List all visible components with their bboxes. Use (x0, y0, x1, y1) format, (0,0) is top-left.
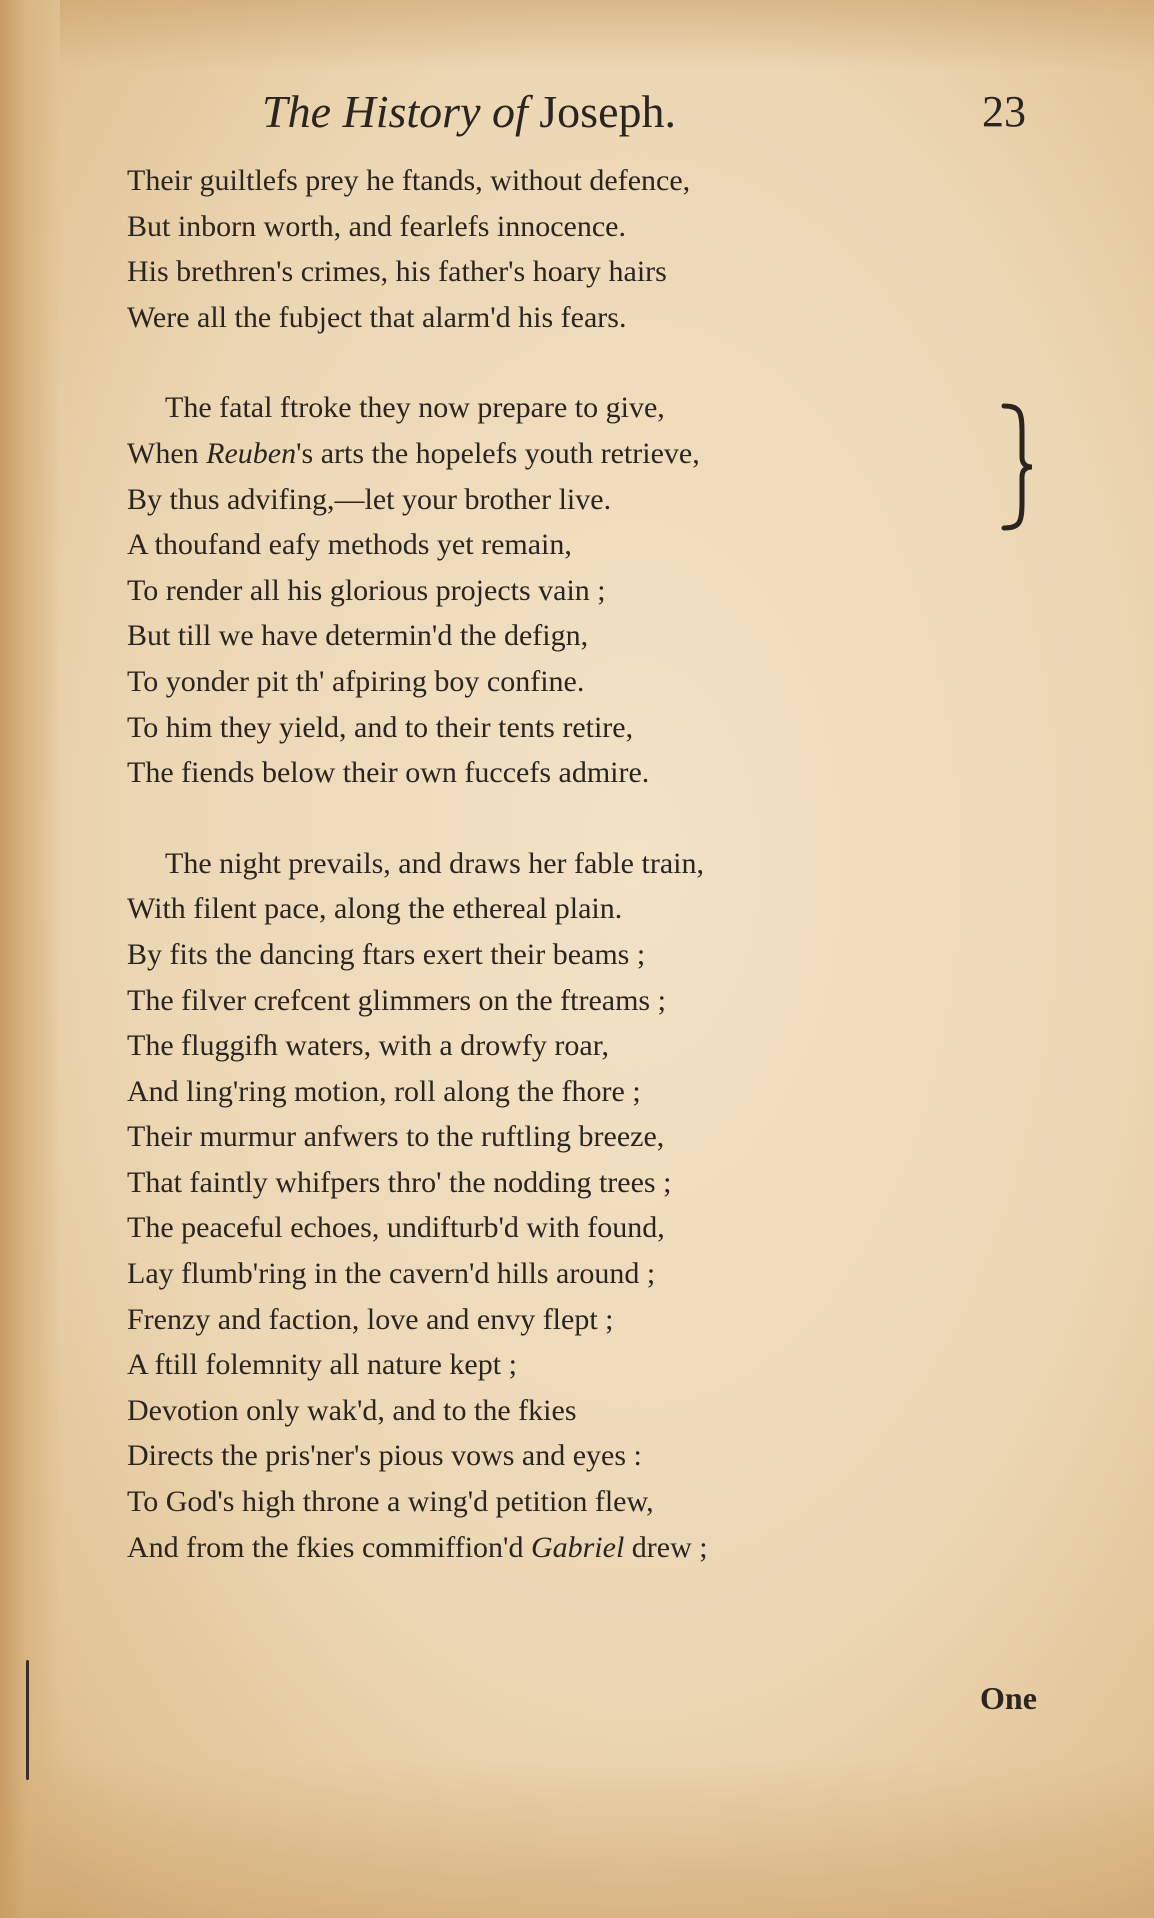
catchword: One (980, 1680, 1037, 1716)
line-suffix: drew ; (624, 1530, 708, 1564)
page-header (0, 82, 1154, 142)
line-suffix: 's arts the hopelefs youth retrieve, (296, 436, 700, 470)
poem-line-gabriel (127, 1525, 967, 1571)
poem-line: Directs the pris'ner's pious vows and eyes : (127, 1439, 642, 1473)
poem-line: The filver crefcent glimmers on the ftreams ; (127, 983, 666, 1017)
proper-name-gabriel: Gabriel (530, 1530, 625, 1564)
running-title-italic: The History of (262, 86, 528, 137)
poem-line: To God's high throne a wing'd petition flew, (127, 1485, 654, 1519)
poem-line: With filent pace, along the ethereal plain. (127, 892, 623, 926)
margin-mark (26, 1660, 29, 1780)
poem-line: His brethren's crimes, his father's hoary hairs (127, 255, 667, 289)
poem-line: The peaceful echoes, undifturb'd with found, (127, 1211, 665, 1245)
page-binding-shadow (0, 0, 60, 1918)
poem-line: To render all his glorious projects vain ; (127, 573, 606, 607)
poem-line: To him they yield, and to their tents retire, (127, 710, 634, 744)
poem-line: The fluggifh waters, with a drowfy roar, (127, 1029, 609, 1063)
line-prefix: And from the fkies commiffion'd (127, 1530, 531, 1564)
stanza-3 (127, 841, 967, 1571)
poem-line: The fatal ftroke they now prepare to give, (165, 391, 665, 425)
poem-body (127, 158, 967, 1570)
poem-line: Devotion only wak'd, and to the fkies (127, 1393, 577, 1427)
poem-line: That faintly whifpers thro' the nodding trees ; (127, 1165, 672, 1199)
poem-line-reuben (127, 431, 967, 477)
poem-line: By thus advifing,—let your brother live. (127, 482, 612, 516)
poem-line: Were all the fubject that alarm'd his fears. (127, 300, 627, 334)
poem-line: The fiends below their own fuccefs admire. (127, 756, 650, 790)
triplet-brace-icon (1000, 402, 1036, 532)
page-stain-bottom (0, 1758, 1154, 1918)
poem-line: The night prevails, and draws her fable train, (165, 846, 704, 880)
page-stain-top (60, 0, 1154, 70)
poem-line: Lay flumb'ring in the cavern'd hills around ; (127, 1257, 656, 1291)
poem-line: Frenzy and faction, love and envy flept ; (127, 1302, 614, 1336)
proper-name-reuben: Reuben (206, 436, 297, 470)
stanza-2 (127, 385, 967, 795)
page-number: 23 (982, 87, 1026, 136)
poem-line: And ling'ring motion, roll along the fhore ; (127, 1074, 641, 1108)
running-title (262, 82, 676, 142)
poem-line: But inborn worth, and fearlefs innocence. (127, 209, 626, 243)
running-title-roman: Joseph. (539, 86, 677, 137)
poem-line: To yonder pit th' afpiring boy confine. (127, 664, 585, 698)
poem-line: Their murmur anfwers to the ruftling breeze, (127, 1120, 665, 1154)
poem-line: By fits the dancing ftars exert their beams ; (127, 937, 646, 971)
stanza-1 (127, 158, 967, 340)
poem-line: But till we have determin'd the defign, (127, 619, 589, 653)
poem-line: Their guiltlefs prey he ftands, without defence, (127, 164, 691, 197)
poem-line: A thoufand eafy methods yet remain, (127, 528, 572, 562)
line-prefix: When (127, 436, 207, 470)
poem-line: A ftill folemnity all nature kept ; (127, 1348, 517, 1382)
